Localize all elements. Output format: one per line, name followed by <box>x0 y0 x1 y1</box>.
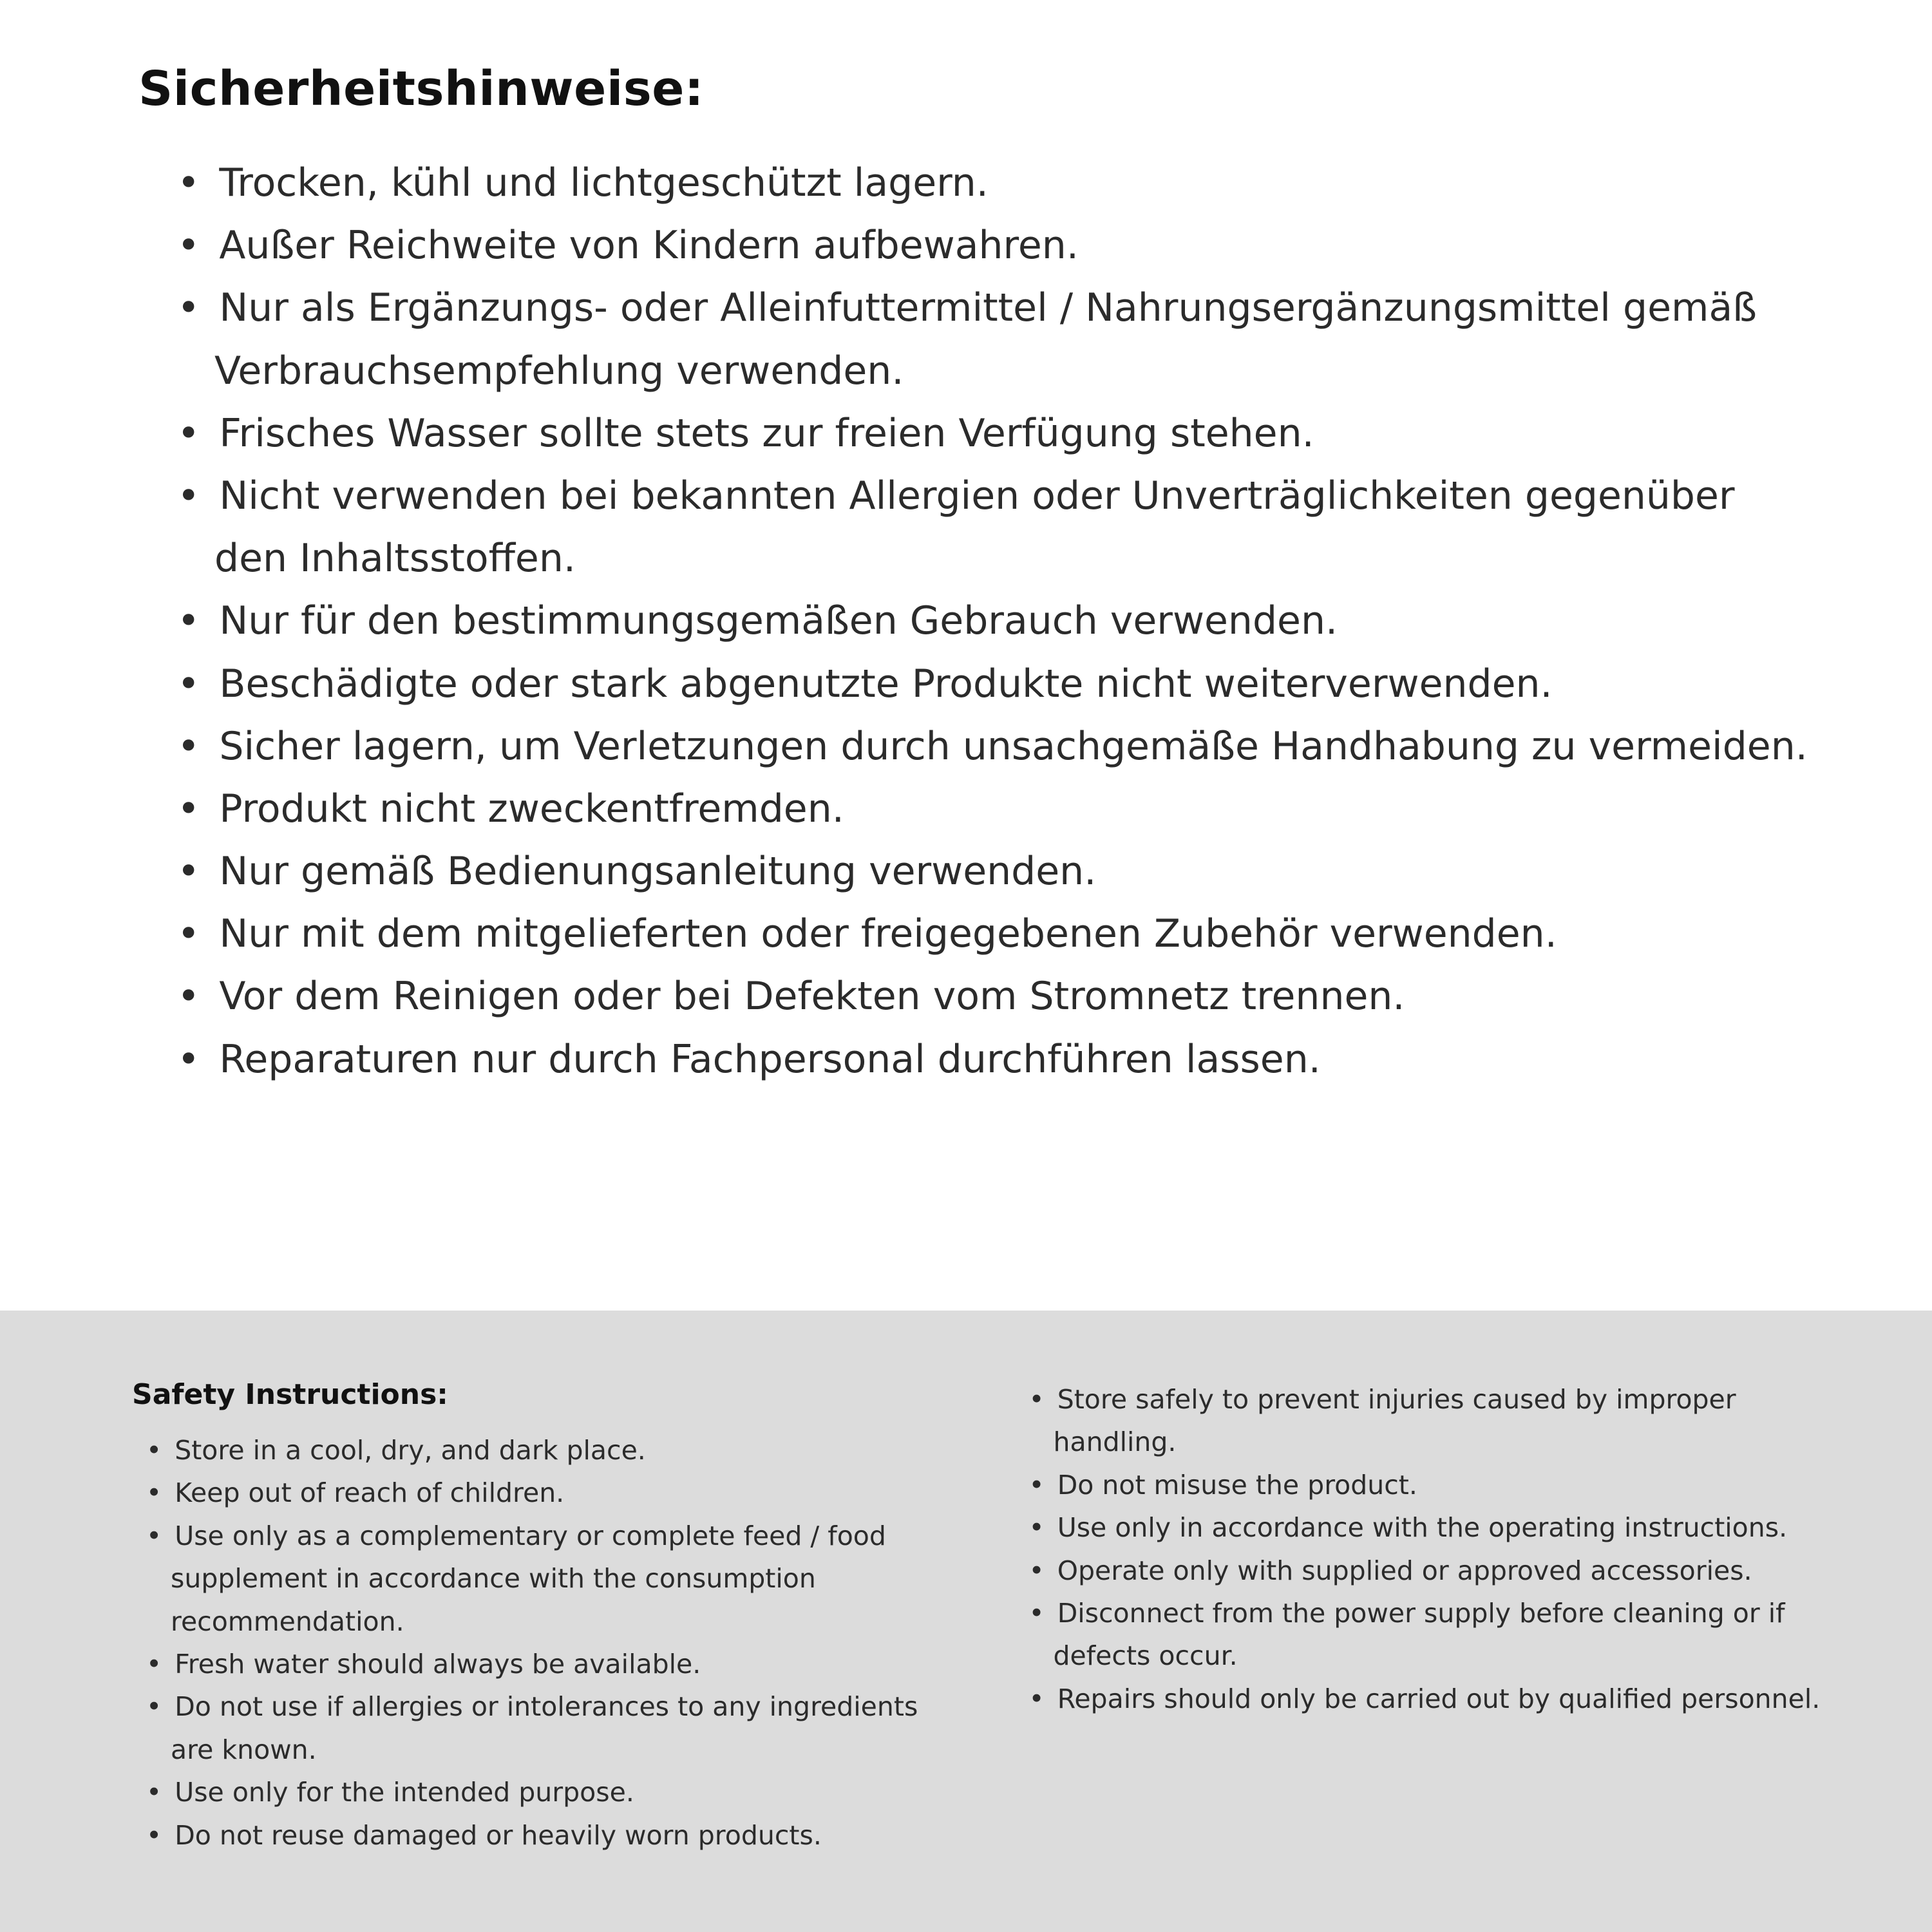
english-section <box>0 1311 1932 1932</box>
english-right-column <box>1029 1378 1855 1893</box>
list-item: • Nur gemäß Bedienungsanleitung verwenden. <box>177 840 1816 903</box>
list-item: • Frisches Wasser sollte stets zur freien Verfügung stehen. <box>177 402 1816 465</box>
list-item: • Use only in accordance with the operating instructions. <box>1029 1506 1855 1549</box>
list-item: • Beschädigte oder stark abgenutzte Produkte nicht weiterverwenden. <box>177 653 1816 715</box>
list-item: • Nicht verwenden bei bekannten Allergien oder Unverträglichkeiten gegenüber den Inhaltsstoffen. <box>177 465 1816 590</box>
list-item: • Store safely to prevent injuries caused by improper handling. <box>1029 1378 1855 1464</box>
german-title: Sicherheitshinweise: <box>138 61 705 117</box>
list-item: • Do not reuse damaged or heavily worn products. <box>146 1814 958 1857</box>
english-left-column <box>132 1378 958 1893</box>
list-item: • Keep out of reach of children. <box>146 1472 958 1514</box>
list-item: • Reparaturen nur durch Fachpersonal durchführen lassen. <box>177 1028 1816 1091</box>
list-item: • Disconnect from the power supply before cleaning or if defects occur. <box>1029 1592 1855 1678</box>
list-item: • Vor dem Reinigen oder bei Defekten vom Stromnetz trennen. <box>177 965 1816 1028</box>
list-item: • Nur mit dem mitgelieferten oder freigegebenen Zubehör verwenden. <box>177 903 1816 965</box>
list-item: • Nur für den bestimmungsgemäßen Gebrauch verwenden. <box>177 590 1816 652</box>
list-item: • Store in a cool, dry, and dark place. <box>146 1429 958 1472</box>
list-item: • Do not misuse the product. <box>1029 1464 1855 1506</box>
list-item: • Nur als Ergänzungs- oder Alleinfuttermittel / Nahrungsergänzungsmittel gemäß Verbrauchsempfehlung verwenden. <box>177 277 1816 402</box>
list-item: • Do not use if allergies or intolerances to any ingredients are known. <box>146 1685 958 1771</box>
list-item: • Sicher lagern, um Verletzungen durch unsachgemäße Handhabung zu vermeiden. <box>177 715 1816 778</box>
list-item: • Use only as a complementary or complete feed / food supplement in accordance with the consumption recommendation. <box>146 1515 958 1643</box>
english-title: Safety Instructions: <box>132 1378 448 1411</box>
list-item: • Use only for the intended purpose. <box>146 1771 958 1814</box>
list-item: • Produkt nicht zweckentfremden. <box>177 778 1816 840</box>
list-item: • Fresh water should always be available. <box>146 1643 958 1685</box>
english-right-bullet-list <box>1029 1378 1855 1720</box>
list-item: • Außer Reichweite von Kindern aufbewahren. <box>177 214 1816 277</box>
german-bullet-list <box>138 152 1816 1091</box>
list-item: • Trocken, kühl und lichtgeschützt lagern. <box>177 152 1816 214</box>
list-item: • Operate only with supplied or approved accessories. <box>1029 1549 1855 1592</box>
list-item: • Repairs should only be carried out by qualified personnel. <box>1029 1678 1855 1720</box>
english-left-bullet-list <box>132 1429 958 1857</box>
